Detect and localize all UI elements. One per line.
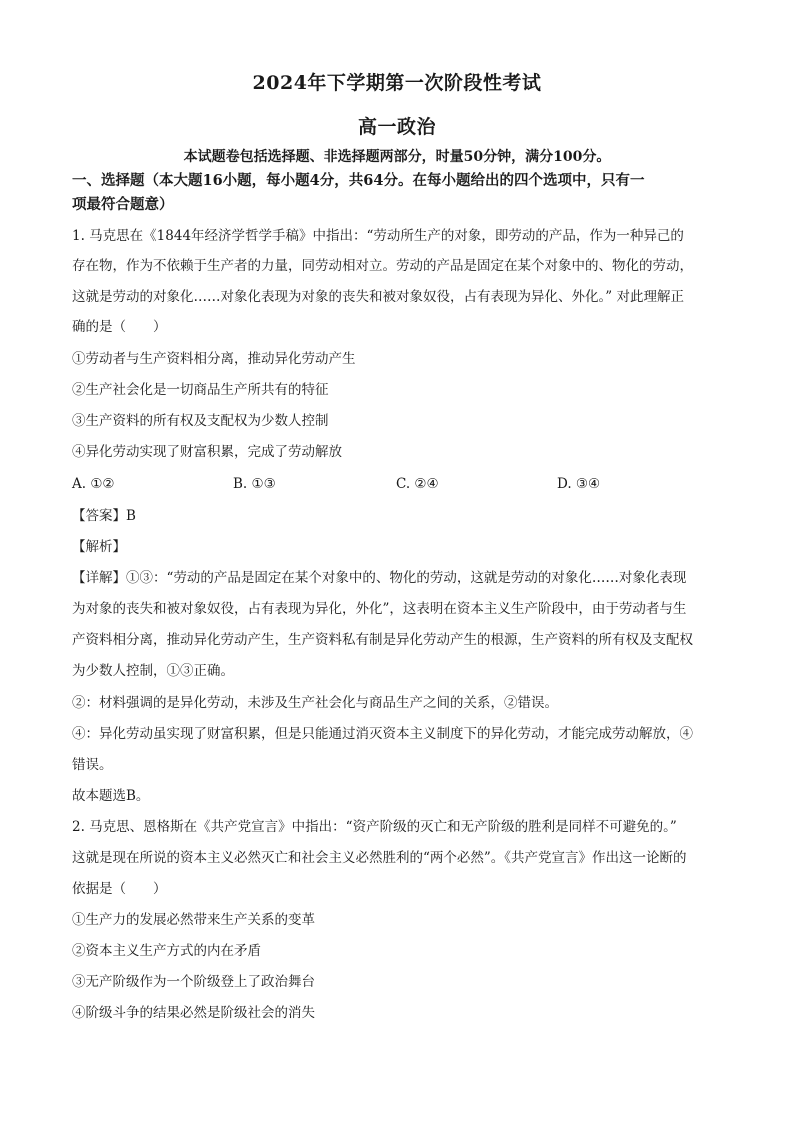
- q2-item: ①生产力的发展必然带来生产关系的变革: [72, 912, 315, 928]
- q1-stem-line: 确的是（ ）: [72, 319, 167, 335]
- q1-item: ②生产社会化是一切商品生产所共有的特征: [72, 382, 329, 398]
- q1-option-a: A. ①②: [72, 476, 115, 492]
- q2-item: ②资本主义生产方式的内在矛盾: [72, 943, 261, 959]
- q1-explanation-line: ④：异化劳动虽实现了财富积累，但是只能通过消灭资本主义制度下的异化劳动，才能完成劳动解放，④: [72, 726, 693, 742]
- q2-stem-line: 依据是（ ）: [72, 881, 167, 897]
- exam-title: 2024年下学期第一次阶段性考试: [252, 72, 542, 94]
- q2-item: ④阶级斗争的结果必然是阶级社会的消失: [72, 1005, 315, 1021]
- q1-answer: 【答案】B: [72, 508, 136, 524]
- q1-stem-line: 存在物，作为不依赖于生产者的力量，同劳动相对立。劳动的产品是固定在某个对象中的、物化的劳动，: [72, 258, 693, 274]
- section-heading-line2: 项最符合题意）: [72, 196, 174, 213]
- q1-item: ①劳动者与生产资料相分离，推动异化劳动产生: [72, 351, 356, 367]
- section-heading-line1: 一、选择题（本大题16小题，每小题4分，共64分。在每小题给出的四个选项中，只有一: [72, 172, 645, 189]
- q1-option-d: D. ③④: [557, 476, 601, 492]
- q1-explanation-line: 为少数人控制，①③正确。: [72, 663, 234, 679]
- q2-stem-line: 2. 马克思、恩格斯在《共产党宣言》中指出：“资产阶级的灭亡和无产阶级的胜利是同样不可避免的。”: [72, 819, 677, 835]
- q1-item: ④异化劳动实现了财富积累，完成了劳动解放: [72, 444, 342, 460]
- q1-explanation-line: 错误。: [72, 757, 113, 773]
- q1-analysis-label: 【解析】: [72, 539, 126, 555]
- q1-stem-line: 这就是劳动的对象化……对象化表现为对象的丧失和被对象奴役，占有表现为异化、外化。” 对此理解正: [72, 289, 684, 305]
- exam-notice: 本试题卷包括选择题、非选择题两部分，时量50分钟，满分100分。: [183, 149, 611, 165]
- q1-option-c: C. ②④: [396, 476, 439, 492]
- q1-explanation-line: 【详解】①③：“劳动的产品是固定在某个对象中的、物化的劳动，这就是劳动的对象化……对象化表现: [72, 570, 687, 586]
- q1-conclusion: 故本题选B。: [72, 788, 150, 804]
- q2-stem-line: 这就是现在所说的资本主义必然灭亡和社会主义必然胜利的“两个必然”。《共产党宣言》作出这一论断的: [72, 850, 687, 866]
- q1-explanation-line: 产资料相分离，推动异化劳动产生，生产资料私有制是异化劳动产生的根源，生产资料的所有权及支配权: [72, 632, 693, 648]
- q1-item: ③生产资料的所有权及支配权为少数人控制: [72, 413, 329, 429]
- q1-stem-line: 1. 马克思在《1844年经济学哲学手稿》中指出：“劳动所生产的对象，即劳动的产品，作为一种异己的: [72, 228, 684, 244]
- q1-explanation-line: ②：材料强调的是异化劳动，未涉及生产社会化与商品生产之间的关系，②错误。: [72, 695, 558, 711]
- q2-item: ③无产阶级作为一个阶级登上了政治舞台: [72, 974, 315, 990]
- exam-subject: 高一政治: [357, 116, 436, 138]
- q1-explanation-line: 为对象的丧失和被对象奴役，占有表现为异化，外化”，这表明在资本主义生产阶段中，由于劳动者与生: [72, 601, 687, 617]
- q1-option-b: B. ①③: [233, 476, 276, 492]
